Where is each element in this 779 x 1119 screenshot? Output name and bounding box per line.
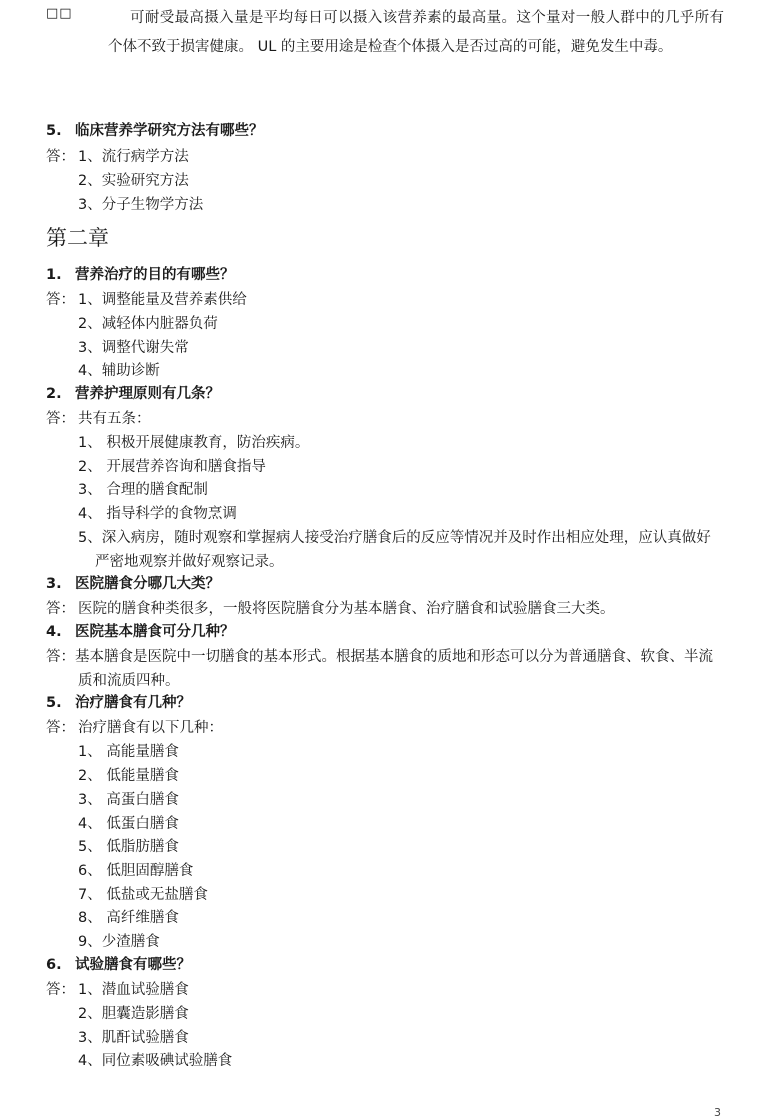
answer-1-nutrition-goals	[46, 288, 247, 312]
answer-item: 1、潜血试验膳食	[78, 982, 189, 998]
question-number: 1.	[46, 267, 62, 283]
answer-item: 1、 高能量膳食	[78, 744, 179, 760]
answer-item: 4、 低蛋白膳食	[78, 816, 179, 832]
answer-item: 2、实验研究方法	[78, 173, 189, 189]
answer-4-basic-diets	[46, 645, 724, 693]
question-number: 4.	[46, 624, 62, 640]
question-2-nursing-principles	[46, 384, 220, 404]
question-text: 营养护理原则有几条？	[75, 386, 220, 402]
answer-item: 1、流行病学方法	[78, 149, 189, 165]
answer-item: 2、胆囊造影膳食	[78, 1006, 189, 1022]
question-number: 6.	[46, 957, 62, 973]
answer-prefix: 答：	[46, 720, 75, 736]
answer-item: 3、分子生物学方法	[78, 197, 204, 213]
answer-item: 7、 低盐或无盐膳食	[78, 887, 208, 903]
question-number: 3.	[46, 576, 62, 592]
answer-3-hospital-diet-types	[46, 597, 615, 621]
answer-item: 2、 开展营养咨询和膳食指导	[78, 459, 266, 475]
answer-prefix: 答：	[46, 601, 75, 617]
answer-prefix: 答：	[46, 292, 75, 308]
answer-prefix: 答：	[46, 411, 75, 427]
answer-item: 2、减轻体内脏器负荷	[78, 316, 218, 332]
answer-item: 4、辅助诊断	[78, 363, 160, 379]
question-text: 试验膳食有哪些？	[75, 957, 191, 973]
answer-intro: 治疗膳食有以下几种：	[78, 720, 223, 736]
answer-item: 8、 高纤维膳食	[78, 910, 179, 926]
answer-item: 3、 合理的膳食配制	[78, 482, 208, 498]
answer-text: 基本膳食是医院中一切膳食的基本形式。根据基本膳食的质地和形态可以分为普通膳食、软食、半流质和流质四种。	[75, 649, 713, 689]
question-text: 医院基本膳食可分几种？	[75, 624, 235, 640]
answer-6-test-diets	[46, 978, 189, 1002]
answer-item: 9、少渣膳食	[78, 934, 160, 950]
answer-item-text: 5、深入病房，随时观察和掌握病人接受治疗膳食后的反应等情况并及时作出相应处理，应认真做好严密地观察并做好观察记录。	[78, 530, 711, 570]
question-number: 5.	[46, 123, 62, 139]
answer-item-multiline	[78, 526, 724, 574]
answer-intro: 共有五条：	[78, 411, 151, 427]
question-5-therapeutic-diets	[46, 693, 191, 713]
question-text: 营养治疗的目的有哪些？	[75, 267, 235, 283]
chapter-heading: 第二章	[46, 226, 109, 250]
question-4-basic-diets	[46, 622, 235, 642]
question-text: 临床营养学研究方法有哪些？	[75, 123, 264, 139]
answer-item: 2、 低能量膳食	[78, 768, 179, 784]
question-text: 医院膳食分哪几大类？	[75, 576, 220, 592]
answer-text: 医院的膳食种类很多，一般将医院膳食分为基本膳食、治疗膳食和试验膳食三大类。	[78, 601, 615, 617]
question-1-nutrition-goals	[46, 265, 235, 285]
page-number: 3	[714, 1106, 721, 1119]
answer-item: 3、 高蛋白膳食	[78, 792, 179, 808]
answer-item: 5、 低脂肪膳食	[78, 839, 179, 855]
answer-5-therapeutic-diets	[46, 716, 223, 740]
answer-prefix: 答：	[46, 982, 75, 998]
question-number: 5.	[46, 695, 62, 711]
answer-item: 1、调整能量及营养素供给	[78, 292, 247, 308]
intro-lead-marker: □□	[46, 6, 73, 21]
question-number: 2.	[46, 386, 62, 402]
answer-item: 4、同位素吸碘试验膳食	[78, 1053, 233, 1069]
question-3-hospital-diet-types	[46, 574, 220, 594]
question-5-clinical-methods	[46, 121, 264, 141]
answer-item: 3、调整代谢失常	[78, 340, 189, 356]
answer-item: 1、 积极开展健康教育，防治疾病。	[78, 435, 310, 451]
answer-item: 4、 指导科学的食物烹调	[78, 506, 237, 522]
answer-2-nursing-principles	[46, 407, 151, 431]
answer-prefix: 答：	[46, 149, 75, 165]
answer-item: 6、 低胆固醇膳食	[78, 863, 194, 879]
answer-item: 3、肌酐试验膳食	[78, 1030, 189, 1046]
question-6-test-diets	[46, 955, 191, 975]
question-text: 治疗膳食有几种？	[75, 695, 191, 711]
answer-prefix: 答：	[46, 649, 75, 665]
answer-5-clinical-methods	[46, 145, 189, 169]
intro-paragraph: 可耐受最高摄入量是平均每日可以摄入该营养素的最高量。这个量对一般人群中的几乎所有个体不致于损害健康。 UL 的主要用途是检查个体摄入是否过高的可能，避免发生中毒。	[108, 10, 724, 55]
